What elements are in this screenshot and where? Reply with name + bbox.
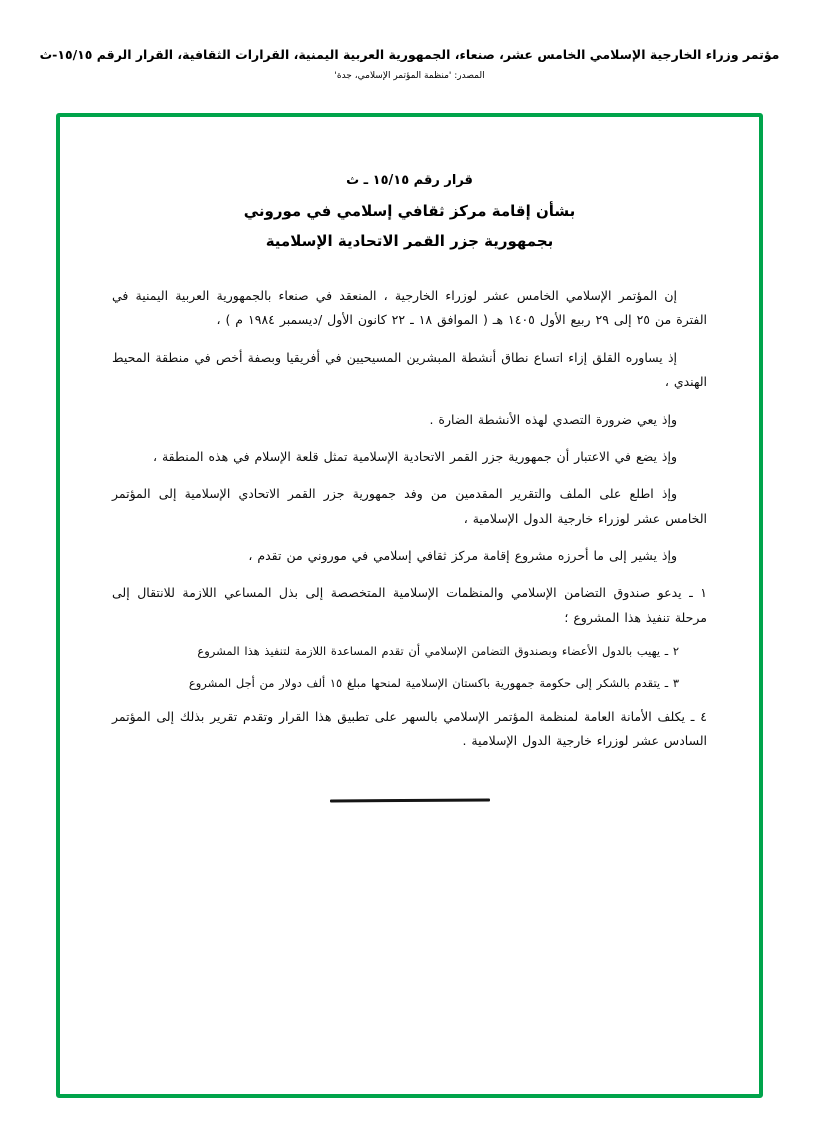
paragraph-preamble-4: وإذ يضع في الاعتبار أن جمهورية جزر القمر الاتحادية الإسلامية تمثل قلعة الإسلام في هذه المنطقة ، bbox=[152, 448, 677, 464]
resolution-number: قرار رقم ١٥/١٥ ـ ث bbox=[346, 173, 473, 188]
separator-rule bbox=[329, 799, 489, 803]
end-separator bbox=[112, 787, 707, 806]
paragraph-item-3: ٣ ـ يتقدم بالشكر إلى حكومة جمهورية باكستان الإسلامية لمنحها مبلغ ١٥ ألف دولار من أجل المشروع bbox=[188, 675, 679, 690]
document-body bbox=[60, 117, 759, 1094]
resolution-title-block bbox=[112, 173, 707, 250]
paragraph-item-2: ٢ ـ يهيب بالدول الأعضاء وبصندوق التضامن الإسلامي أن تقدم المساعدة اللازمة لتنفيذ هذا المشروع bbox=[197, 644, 679, 659]
document-header bbox=[0, 46, 819, 81]
conference-heading: مؤتمر وزراء الخارجية الإسلامي الخامس عشر، صنعاء، الجمهورية العربية اليمنية، القرارات الثقافية، القرار الرقم ١٥/١٥-ث bbox=[39, 47, 780, 62]
paragraph-preamble-3: وإذ يعي ضرورة التصدي لهذه الأنشطة الضارة . bbox=[429, 411, 677, 427]
paragraph-preamble-6: وإذ يشير إلى ما أحرزه مشروع إقامة مركز ثقافي إسلامي في موروني من تقدم ، bbox=[248, 548, 677, 563]
paragraph-item-1: ١ ـ يدعو صندوق التضامن الإسلامي والمنظمات الإسلامية المتخصصة إلى بذل المساعي اللازمة للانتقال إلى مرحلة تنفيذ هذا المشروع ؛ bbox=[112, 585, 707, 625]
source-note: المصدر: 'منظمة المؤتمر الإسلامي، جدة' bbox=[334, 70, 485, 81]
resolution-subject-line-1: بشأن إقامة مركز ثقافي إسلامي في موروني bbox=[243, 202, 576, 220]
document-frame bbox=[56, 113, 763, 1098]
resolution-subject-line-2: بجمهورية جزر القمر الاتحادية الإسلامية bbox=[265, 232, 554, 250]
paragraph-preamble-5: وإذ اطلع على الملف والتقرير المقدمين من وفد جمهورية جزر القمر الاتحادي الإسلامية إلى المؤتمر الخامس عشر لوزراء خارجية الدول الإسلامية ، bbox=[112, 486, 707, 526]
paragraph-item-4: ٤ ـ يكلف الأمانة العامة لمنظمة المؤتمر الإسلامي بالسهر على تطبيق هذا القرار وتقدم تقرير بذلك إلى المؤتمر السادس عشر لوزراء خارجية الدول الإسلامية . bbox=[112, 708, 707, 748]
paragraph-preamble-2: إذ يساوره القلق إزاء اتساع نطاق أنشطة المبشرين المسيحيين في أفريقيا وبصفة أخص في منطقة المحيط الهندي ، bbox=[112, 349, 707, 390]
paragraph-preamble-1: إن المؤتمر الإسلامي الخامس عشر لوزراء الخارجية ، المنعقد في صنعاء بالجمهورية العربية اليمنية في الفترة من ٢٥ إلى ٢٩ ربيع الأول ١٤٠٥ هـ ( الموافق ١٨ ـ ٢٢ كانون الأول /ديسمبر ١٩٨٤ م ) ، bbox=[112, 288, 707, 328]
resolution-text bbox=[112, 284, 707, 753]
